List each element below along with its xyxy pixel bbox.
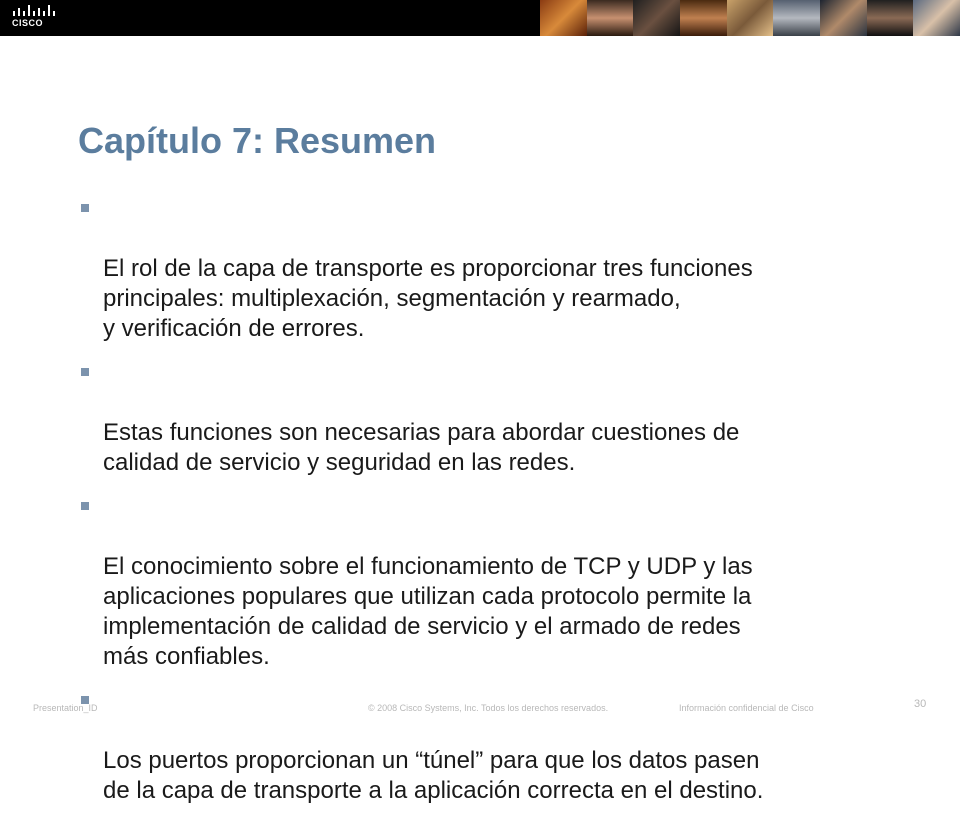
slide-title: Capítulo 7: Resumen xyxy=(78,120,437,161)
bullet-text: Estas funciones son necesarias para abordar cuestiones de calidad de servicio y seguridad en las redes. xyxy=(103,419,740,476)
cisco-bars-icon xyxy=(12,5,56,17)
square-bullet-icon xyxy=(81,368,89,376)
bullet-item xyxy=(78,194,918,344)
photo-5 xyxy=(727,0,774,36)
photo-8 xyxy=(867,0,914,36)
square-bullet-icon xyxy=(81,502,89,510)
cisco-logo xyxy=(12,5,56,31)
footer-presentation-id: Presentation_ID xyxy=(33,703,98,713)
bullet-text: El rol de la capa de transporte es proporcionar tres funciones principales: multiplexación, segmentación y rearmado, y verificación de errores. xyxy=(103,255,753,342)
photo-6 xyxy=(773,0,820,36)
photo-7 xyxy=(820,0,867,36)
bullet-list xyxy=(78,194,918,820)
bullet-text: El conocimiento sobre el funcionamiento de TCP y UDP y las aplicaciones populares que utilizan cada protocolo permite la implementación de calidad de servicio y el armado de redes más confiables. xyxy=(103,553,753,670)
bullet-text: Los puertos proporcionan un “túnel” para que los datos pasen de la capa de transporte a la aplicación correcta en el destino. xyxy=(103,747,764,804)
square-bullet-icon xyxy=(81,204,89,212)
photo-1 xyxy=(540,0,587,36)
header-banner xyxy=(0,0,960,36)
logo-text: CISCO xyxy=(12,18,44,28)
footer-copyright: © 2008 Cisco Systems, Inc. Todos los derechos reservados. xyxy=(368,703,609,713)
photo-3 xyxy=(633,0,680,36)
photo-9 xyxy=(913,0,960,36)
page-number: 30 xyxy=(914,698,927,710)
footer-confidential: Información confidencial de Cisco xyxy=(679,703,814,713)
photo-4 xyxy=(680,0,727,36)
photo-strip xyxy=(540,0,960,36)
bullet-item xyxy=(78,358,918,478)
bullet-item xyxy=(78,492,918,672)
photo-2 xyxy=(587,0,634,36)
